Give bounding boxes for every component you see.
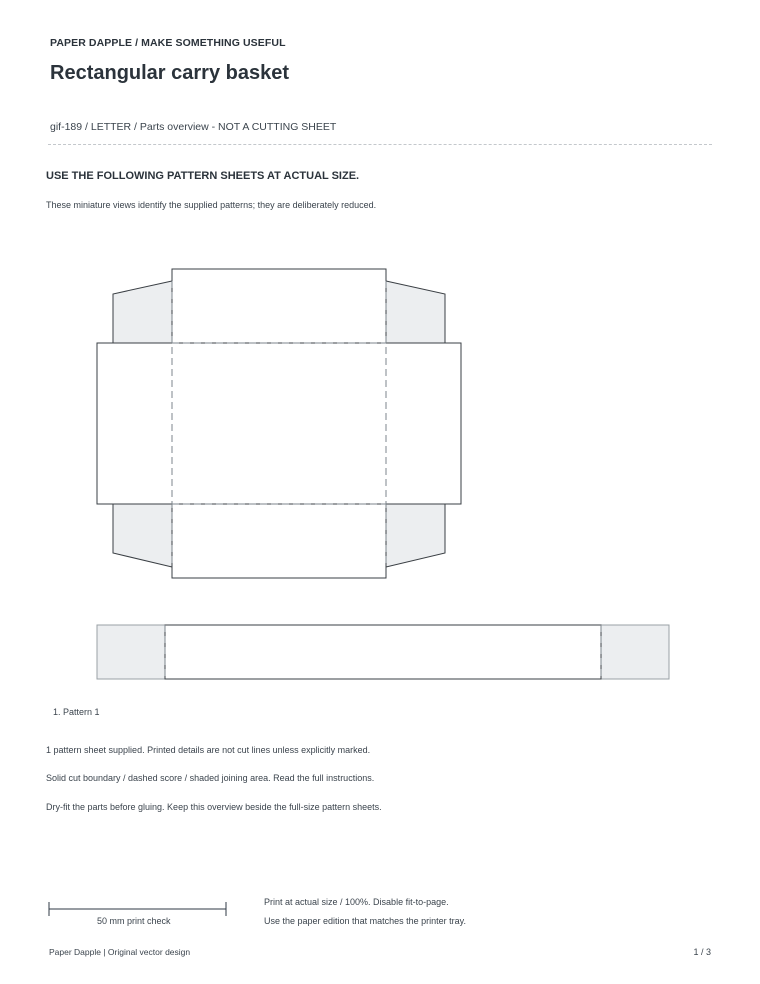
pattern-caption: 1. Pattern 1 [53, 707, 100, 717]
side-panel-top [172, 269, 386, 343]
handle-glue-right [601, 625, 669, 679]
section-heading: USE THE FOLLOWING PATTERN SHEETS AT ACTUAL SIZE. [46, 170, 360, 182]
glue-tab-bottom-left [113, 504, 172, 567]
basket-net [97, 269, 461, 578]
glue-tab-top-right [386, 281, 445, 343]
section-intro: These miniature views identify the supplied patterns; they are deliberately reduced. [46, 200, 377, 210]
glue-tab-top-left [113, 281, 172, 343]
note-dry-fit: Dry-fit the parts before gluing. Keep this overview beside the full-size pattern sheets. [46, 802, 382, 812]
note-sheets: 1 pattern sheet supplied. Printed details are not cut lines unless explicitly marked. [46, 745, 371, 755]
page-number: 1 / 3 [693, 947, 711, 957]
scale-bar-label: 50 mm print check [97, 916, 171, 926]
document-meta: gif-189 / LETTER / Parts overview - NOT A CUTTING SHEET [50, 121, 337, 133]
handle-glue-left [97, 625, 165, 679]
base-and-end-panels [97, 343, 461, 504]
footer-credit: Paper Dapple | Original vector design [49, 947, 191, 957]
scale-bar [49, 902, 226, 916]
page-title: Rectangular carry basket [50, 62, 290, 84]
glue-tab-bottom-right [386, 504, 445, 567]
brand-line: PAPER DAPPLE / MAKE SOMETHING USEFUL [50, 37, 286, 49]
side-panel-bottom [172, 504, 386, 578]
note-legend: Solid cut boundary / dashed score / shaded joining area. Read the full instructions. [46, 773, 375, 783]
handle-strip [97, 625, 669, 679]
handle-band [165, 625, 601, 679]
print-instruction-paper: Use the paper edition that matches the printer tray. [264, 916, 466, 926]
print-instruction-size: Print at actual size / 100%. Disable fit-to-page. [264, 897, 449, 907]
